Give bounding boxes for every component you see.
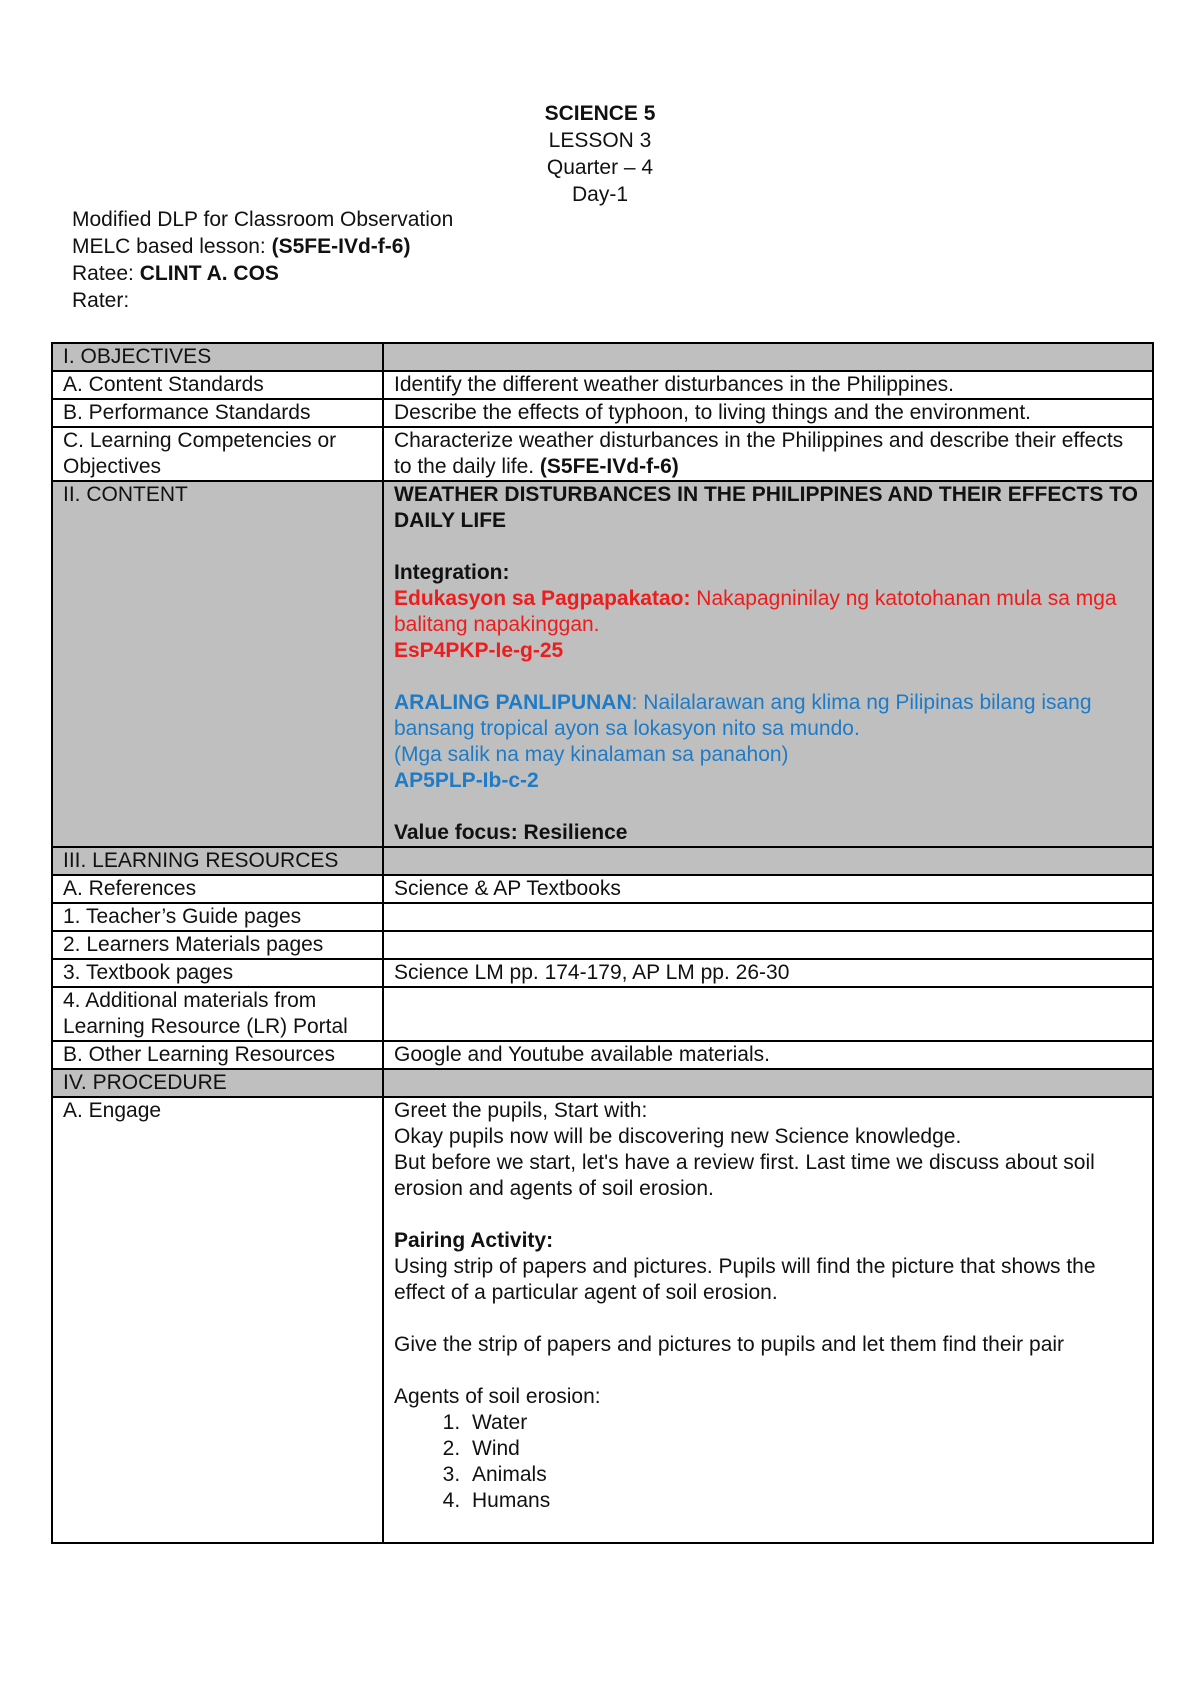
ratee-label: Ratee: [72, 262, 140, 285]
table-row [52, 903, 1153, 931]
ratee-name: CLINT A. COS [139, 262, 279, 285]
learners-materials-label: 2. Learners Materials pages [52, 931, 383, 959]
engage-label: A. Engage [52, 1097, 383, 1543]
pairing-text: Using strip of papers and pictures. Pupils will find the picture that shows the effect of a particular agent of soil erosion. [394, 1255, 1096, 1304]
ap-code: AP5PLP-Ib-c-2 [394, 769, 539, 792]
integration-label: Integration: [394, 561, 510, 584]
content-title: WEATHER DISTURBANCES IN THE PHILIPPINES AND THEIR EFFECTS TO DAILY LIFE [394, 483, 1138, 532]
list-item: 4. Humans [466, 1488, 1142, 1514]
textbook-value: Science LM pp. 174-179, AP LM pp. 26-30 [383, 959, 1153, 987]
objectives-blank [383, 343, 1153, 371]
competencies-label: C. Learning Competencies or Objectives [52, 427, 383, 481]
references-label: A. References [52, 875, 383, 903]
dlp-type: Modified DLP for Classroom Observation [72, 208, 454, 231]
subject-title: SCIENCE 5 [544, 102, 656, 125]
table-row [52, 847, 1153, 875]
melc-code: (S5FE-IVd-f-6) [271, 235, 411, 258]
table-row [52, 875, 1153, 903]
learners-materials-value [383, 931, 1153, 959]
esp-text: Nakapagninilay ng katotohanan mula sa mga balitang napakinggan. [394, 587, 1117, 636]
table-row [52, 427, 1153, 481]
table-row [52, 931, 1153, 959]
competencies-value: Characterize weather disturbances in the Philippines and describe their effects to the daily life. [394, 429, 1124, 478]
spacer [394, 794, 1142, 820]
competencies-code: (S5FE-IVd-f-6) [539, 455, 679, 478]
dlp-table [51, 342, 1154, 1544]
list-item: 3. Animals [466, 1462, 1142, 1488]
pairing-label: Pairing Activity: [394, 1229, 554, 1252]
engage-cell [383, 1097, 1153, 1543]
quarter: Quarter – 4 [546, 156, 654, 179]
esp-integration [394, 586, 1142, 638]
content-heading: II. CONTENT [52, 481, 383, 847]
spacer [394, 1202, 1142, 1228]
content-standards-label: A. Content Standards [52, 371, 383, 399]
table-row [52, 1041, 1153, 1069]
engage-line: Okay pupils now will be discovering new Science knowledge. [394, 1125, 962, 1148]
melc-label: MELC based lesson: [72, 235, 272, 258]
table-row [52, 481, 1153, 847]
give-text: Give the strip of papers and pictures to pupils and let them find their pair [394, 1333, 1065, 1356]
esp-label: Edukasyon sa Pagpapakatao: [394, 587, 691, 610]
spacer [394, 1358, 1142, 1384]
spacer [394, 534, 1142, 560]
engage-line: But before we start, let's have a review first. Last time we discuss about soil erosion and agents of soil erosion. [394, 1151, 1095, 1200]
procedure-blank [383, 1069, 1153, 1097]
procedure-heading: IV. PROCEDURE [52, 1069, 383, 1097]
meta-block [72, 206, 453, 314]
value-focus: Value focus: Resilience [394, 821, 628, 844]
melc-line [72, 233, 453, 260]
table-row [52, 1069, 1153, 1097]
agents-label: Agents of soil erosion: [394, 1385, 601, 1408]
ap-note: (Mga salik na may kinalaman sa panahon) [394, 743, 789, 766]
title-block [0, 100, 1200, 208]
textbook-label: 3. Textbook pages [52, 959, 383, 987]
references-value: Science & AP Textbooks [383, 875, 1153, 903]
table-row [52, 399, 1153, 427]
resources-blank [383, 847, 1153, 875]
ratee-line [72, 260, 453, 287]
table-row [52, 371, 1153, 399]
performance-standards-label: B. Performance Standards [52, 399, 383, 427]
content-cell [383, 481, 1153, 847]
teachers-guide-value [383, 903, 1153, 931]
table-row [52, 1097, 1153, 1543]
engage-line: Greet the pupils, Start with: [394, 1099, 648, 1122]
ap-label: ARALING PANLIPUNAN [394, 691, 632, 714]
additional-materials-value [383, 987, 1153, 1041]
table-row [52, 959, 1153, 987]
resources-heading: III. LEARNING RESOURCES [52, 847, 383, 875]
agents-list [394, 1410, 1142, 1514]
performance-standards-value: Describe the effects of typhoon, to living things and the environment. [383, 399, 1153, 427]
content-standards-value: Identify the different weather disturbances in the Philippines. [383, 371, 1153, 399]
esp-code: EsP4PKP-Ie-g-25 [394, 639, 564, 662]
ap-integration [394, 690, 1142, 742]
ap-text: : Nailalarawan ang klima ng Pilipinas bilang isang bansang tropical ayon sa lokasyon nito sa mundo. [394, 691, 1092, 740]
spacer [394, 664, 1142, 690]
other-resources-value: Google and Youtube available materials. [383, 1041, 1153, 1069]
table-row [52, 343, 1153, 371]
objectives-heading: I. OBJECTIVES [52, 343, 383, 371]
table-row [52, 987, 1153, 1041]
day: Day-1 [571, 183, 629, 206]
list-item: 2. Wind [466, 1436, 1142, 1462]
additional-materials-label: 4. Additional materials from Learning Resource (LR) Portal [52, 987, 383, 1041]
spacer [394, 1306, 1142, 1332]
other-resources-label: B. Other Learning Resources [52, 1041, 383, 1069]
rater-line: Rater: [72, 289, 130, 312]
lesson-number: LESSON 3 [548, 129, 652, 152]
competencies-cell [383, 427, 1153, 481]
list-item: 1. Water [466, 1410, 1142, 1436]
teachers-guide-label: 1. Teacher’s Guide pages [52, 903, 383, 931]
